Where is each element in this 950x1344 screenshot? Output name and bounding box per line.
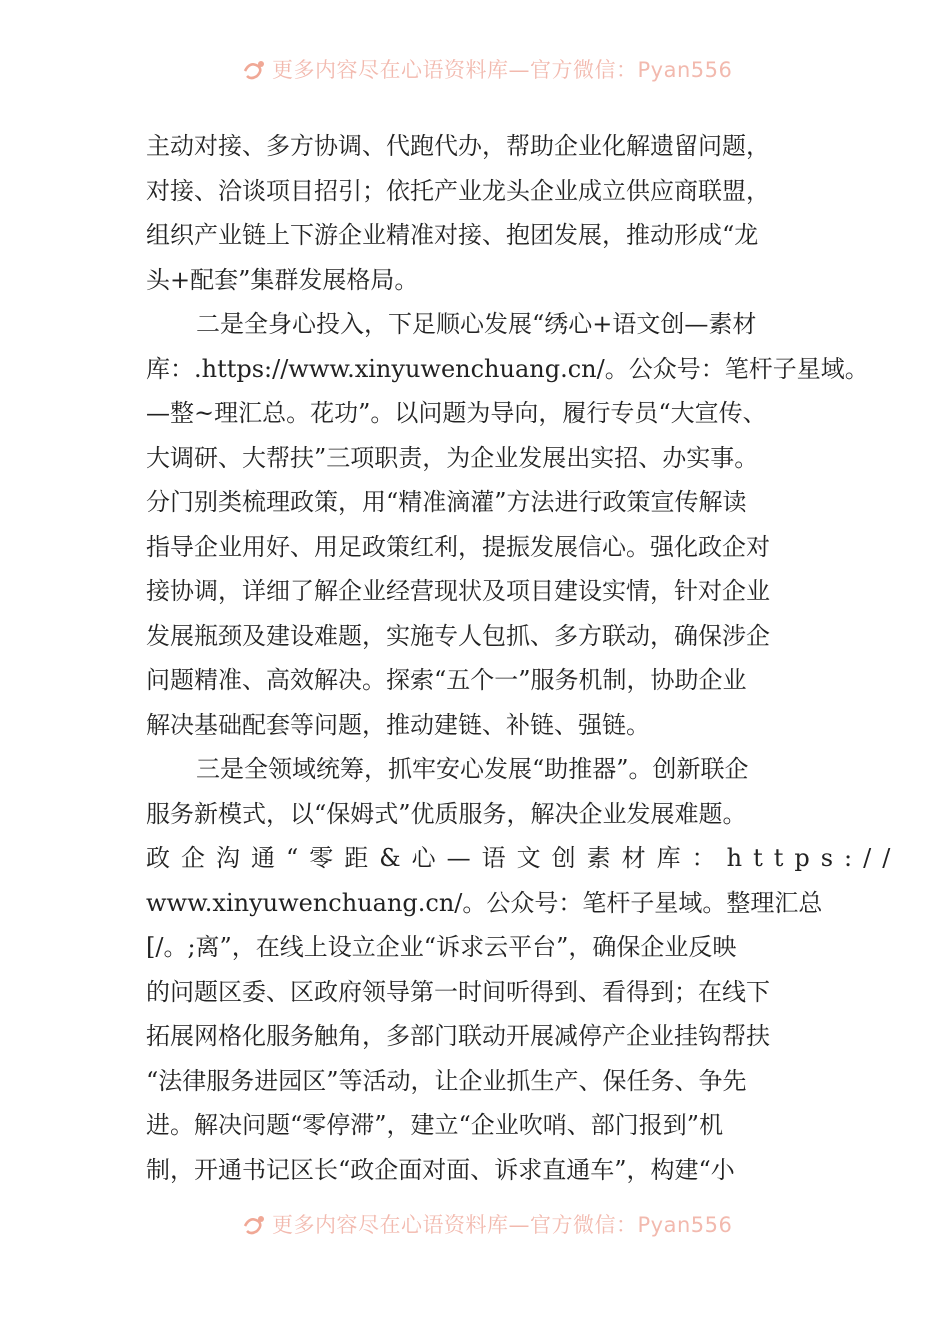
watermark-text: 更多内容尽在心语资料库—官方微信：Pyan556 — [272, 58, 733, 82]
text-line: 问题精准、高效解决。探索“五个一”服务机制，协助企业 — [146, 666, 747, 694]
text-line: 组织产业链上下游企业精准对接、抱团发展，推动形成“龙 — [146, 221, 759, 249]
text-line: 分门别类梳理政策，用“精准滴灌”方法进行政策宣传解读 — [146, 488, 747, 516]
text-line: 解决基础配套等问题，推动建链、补链、强链。 — [146, 710, 650, 739]
text-line: 接协调，详细了解企业经营现状及项目建设实情，针对企业 — [146, 577, 770, 605]
watermark-footer — [0, 1205, 950, 1245]
text-line: 指导企业用好、用足政策红利，提振发展信心。强化政企对 — [146, 532, 770, 561]
text-line: 的问题区委、区政府领导第一时间听得到、看得到；在线下 — [146, 977, 770, 1006]
paragraph-start-line: 三是全领域统筹，抓牢安心发展“助推器”。创新联企 — [196, 755, 749, 783]
text-line: 主动对接、多方协调、代跑代办，帮助企业化解遗留问题， — [146, 132, 770, 160]
text-line: 头+配套”集群发展格局。 — [146, 265, 419, 294]
text-line: 拓展网格化服务触角，多部门联动开展减停产企业挂钩帮扶 — [146, 1022, 770, 1050]
text-line: 库：.https://www.xinyuwenchuang.cn/。公众号：笔杆子星域。 — [146, 354, 869, 383]
text-line: 政企沟通“零距&心—语文创素材库：https:// — [146, 844, 902, 872]
text-line: www.xinyuwenchuang.cn/。公众号：笔杆子星域。整理汇总 — [146, 888, 823, 917]
paragraph-start-line: 二是全身心投入，下足顺心发展“绣心+语文创—素材 — [196, 310, 757, 338]
text-line: —整~理汇总。花功”。以问题为导向，履行专员“大宣传、 — [146, 399, 767, 427]
text-line: 大调研、大帮扶”三项职责，为企业发展出实招、办实事。 — [146, 443, 759, 472]
text-line: 对接、洽谈项目招引；依托产业龙头企业成立供应商联盟， — [146, 176, 770, 205]
document-body — [146, 126, 902, 1194]
watermark-text: 更多内容尽在心语资料库—官方微信：Pyan556 — [272, 1213, 733, 1237]
text-line: 服务新模式，以“保姆式”优质服务，解决企业发展难题。 — [146, 799, 747, 828]
text-line: 进。解决问题“零停滞”，建立“企业吹哨、部门报到”机 — [146, 1111, 724, 1139]
text-line: “法律服务进园区”等活动，让企业抓生产、保任务、争先 — [146, 1066, 747, 1095]
text-line: 制，开通书记区长“政企面对面、诉求直通车”，构建“小 — [146, 1155, 735, 1184]
watermark-logo-icon — [242, 58, 268, 82]
watermark-logo-icon — [242, 1213, 268, 1237]
text-line: [/。;离”，在线上设立企业“诉求云平台”，确保企业反映 — [146, 933, 737, 961]
text-line: 发展瓶颈及建设难题，实施专人包抓、多方联动，确保涉企 — [146, 621, 770, 650]
watermark-header — [0, 50, 950, 90]
